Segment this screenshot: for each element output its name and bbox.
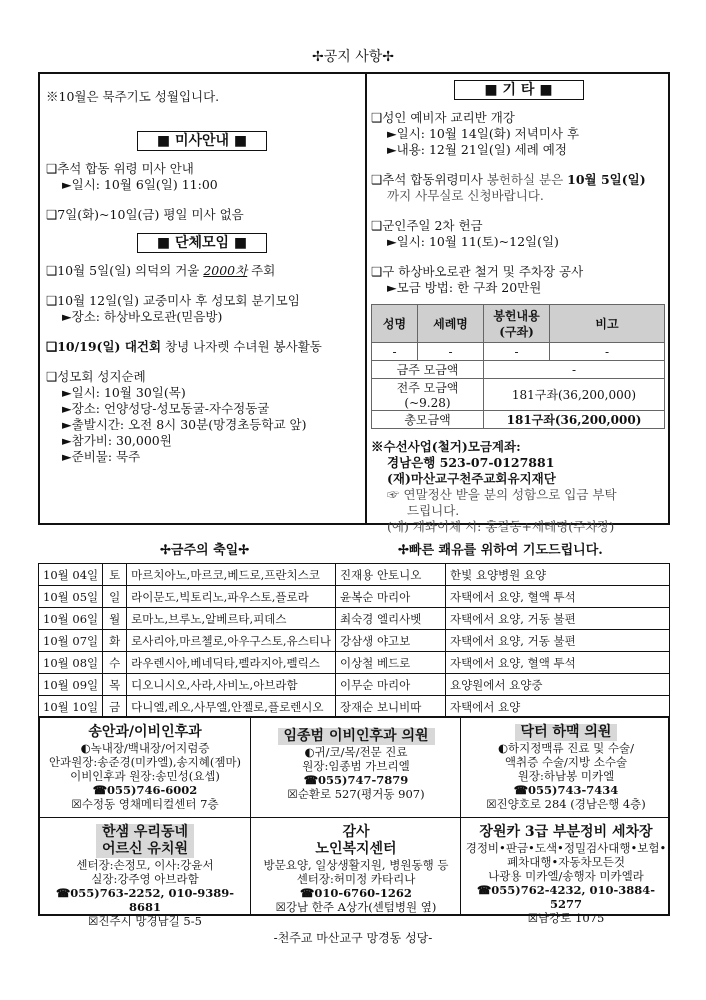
mass-section-head: ■ 미사안내 ■	[137, 131, 267, 151]
feast-cell-name: 장재순 보니비따	[335, 696, 445, 718]
ad-phone: ☎055)762-4232, 010-3884-5277	[476, 883, 656, 911]
feast-cell-date: 10월 04일	[39, 564, 103, 586]
right-column	[367, 74, 670, 541]
ad-jangwon-car	[461, 818, 671, 925]
fund-header-cell: 봉헌내용 (구좌)	[484, 305, 550, 343]
group-1-text: ❑10월 5일(일) 의덕의 거울	[46, 263, 204, 278]
feast-cell-status: 한빛 요양병원 요양	[445, 564, 669, 586]
ad-line: ◐하지정맥류 진료 및 수술/	[498, 741, 634, 755]
group-section-head: ■ 단체모임 ■	[137, 233, 267, 253]
fund-header-row	[372, 305, 665, 343]
ad-line: 실장:강주영 아브라함	[91, 872, 199, 886]
fund-total-value: 181구좌(36,200,000)	[484, 411, 665, 429]
feast-cell-saints: 로사리아,마르첼로,아우구스토,유스티나	[127, 630, 336, 652]
fund-header-cell: 세례명	[418, 305, 484, 343]
fund-total-label: 총모금액	[372, 411, 484, 429]
pilgrimage-sub: ►출발시간: 오전 8시 30분(망경초등학교 앞)	[62, 417, 307, 432]
group-item-1	[46, 263, 358, 279]
ad-name: 닥터 하맥 의원	[515, 724, 618, 741]
fund-header-cell: 비고	[550, 305, 665, 343]
ad-address: ☒강남 한주 A상가(센텀병원 옆)	[275, 900, 437, 914]
pilgrimage-sub: ►참가비: 30,000원	[62, 433, 172, 448]
feast-cell-status: 자택에서 요양, 혈액 투석	[445, 652, 669, 674]
ad-line: 액취증 수술/지방 소수술	[504, 755, 628, 769]
ad-song-eye-ent	[40, 718, 250, 817]
prayer-heading: ✢빠른 쾌유를 위하여 기도드립니다.	[398, 543, 603, 558]
ad-address: ☒진주시 망경남길 5-5	[88, 914, 202, 928]
ad-gamsa-welfare	[251, 818, 461, 917]
sponsor-ads-grid	[38, 716, 670, 928]
fund-total-row	[372, 411, 665, 429]
account-note: ☞ 연말정산 받을 분의 성함으로 입금 부탁	[387, 487, 617, 502]
fund-prev-label: 전주 모금액(~9.28)	[372, 379, 484, 411]
feast-cell-status: 요양원에서 요양중	[445, 674, 669, 696]
ad-phone: ☎055)763-2252, 010-9389-8681	[55, 886, 235, 914]
group-item-2: ❑10월 12일(일) 교중미사 후 성모회 분기모임	[46, 293, 300, 308]
feast-cell-date: 10월 10일	[39, 696, 103, 718]
ad-line: 경정비•판금•도색•정밀검사대행•보험•	[465, 841, 667, 855]
feast-cell-day: 목	[103, 674, 127, 696]
feast-cell-day: 월	[103, 608, 127, 630]
chuseok-text-2: 까지 사무실로 신청바랍니다.	[387, 188, 544, 203]
feast-cell-status: 자택에서 요양, 거동 불편	[445, 608, 669, 630]
account-bank: 경남은행 523-07-0127881	[387, 455, 555, 470]
group-item-3	[46, 339, 358, 355]
ad-line: 원장:임종범 가브리엘	[302, 759, 410, 773]
mass-item-sub: ►일시: 10월 6일(일) 11:00	[62, 177, 218, 192]
feast-row	[39, 608, 670, 630]
feast-cell-status: 자택에서 요양, 거동 불편	[445, 630, 669, 652]
intro-text: ※10월은 묵주기도 성월입니다.	[46, 89, 220, 104]
fund-cell: -	[418, 343, 484, 361]
left-column	[40, 74, 364, 480]
ad-address: ☒수정동 영채메티컬센터 7층	[71, 797, 219, 811]
pilgrimage-sub: ►장소: 언양성당-성모동굴-자수정동굴	[62, 401, 270, 416]
ad-line: 나광용 미카엘/송행자 미카엘라	[488, 869, 644, 883]
pilgrimage-sub: ►준비물: 묵주	[62, 449, 141, 464]
fund-prev-value: 181구좌(36,200,000)	[484, 379, 665, 411]
footer: -천주교 마산교구 망경동 성당-	[273, 931, 433, 945]
pilgrimage-title: ❑성모회 성지순례	[46, 369, 146, 384]
fund-week-value: -	[484, 361, 665, 379]
feast-heading: ✢금주의 축일✢	[160, 543, 250, 558]
group-3-text: 창녕 나자렛 수녀원 봉사활동	[161, 339, 322, 354]
ad-name: 임종범 이비인후과 의원	[278, 728, 435, 745]
chuseok-title: ❑추석 합동위령미사	[371, 172, 483, 187]
ad-line: ◐귀/코/목/전문 진료	[304, 745, 408, 759]
feast-cell-day: 일	[103, 586, 127, 608]
ad-line: 이비인후과 원장:송민성(요셉)	[70, 769, 220, 783]
account-title: ※수선사업(철거)모금계좌:	[371, 439, 521, 454]
feast-cell-date: 10월 06일	[39, 608, 103, 630]
feast-cell-date: 10월 09일	[39, 674, 103, 696]
ad-name-2: 노인복지센터	[315, 841, 397, 857]
misc-section-head: ■ 기 타 ■	[454, 80, 584, 100]
ad-phone: ☎055)746-6002	[92, 783, 198, 797]
feast-cell-name: 이상철 베드로	[335, 652, 445, 674]
feast-cell-day: 금	[103, 696, 127, 718]
ad-name: 감사	[342, 824, 370, 840]
notice-box	[38, 72, 670, 534]
fund-prev-row	[372, 379, 665, 411]
ad-hansaem-kindergarten	[40, 818, 250, 928]
feast-cell-name: 강삼생 야고보	[335, 630, 445, 652]
mass-item-title: ❑7일(화)~10일(금) 평일 미사 없음	[46, 207, 244, 222]
military-title: ❑군인주일 2차 헌금	[371, 218, 483, 233]
fund-cell: -	[372, 343, 418, 361]
ad-phone: ☎055)747-7879	[303, 773, 409, 787]
feast-cell-day: 토	[103, 564, 127, 586]
feast-row	[39, 564, 670, 586]
ad-lim-ent	[251, 718, 461, 817]
ad-line: 원장:하남봉 미카엘	[517, 769, 615, 783]
feast-cell-status: 자택에서 요양	[445, 696, 669, 718]
ad-address: ☒남강로 1075	[527, 911, 605, 925]
chuseok-mass	[371, 172, 666, 188]
ad-phone: ☎010-6760-1262	[300, 886, 412, 900]
group-1-suffix: 주회	[247, 263, 276, 278]
fund-header-cell: 성명	[372, 305, 418, 343]
ad-name: 송안과/이비인후과	[88, 724, 202, 740]
account-note: 드립니다.	[407, 503, 460, 518]
ad-dr-hamac	[461, 718, 671, 817]
group-item-2-sub: ►장소: 하상바오로관(믿음방)	[62, 309, 223, 324]
feast-row	[39, 652, 670, 674]
feast-row	[39, 630, 670, 652]
ad-address: ☒진양호로 284 (경남은행 4층)	[486, 797, 646, 811]
feast-cell-saints: 로마노,브루노,알베르타,피데스	[127, 608, 336, 630]
ad-line: 폐차대행•자동차모든것	[507, 855, 625, 869]
feast-table	[38, 563, 670, 718]
ad-line: ◐녹내장/백내장/어지럼증	[80, 741, 210, 755]
ad-name: 장원카 3급 부분정비 세차장	[479, 824, 653, 840]
feast-cell-name: 윤복순 마리아	[335, 586, 445, 608]
feast-cell-saints: 다니엘,레오,사무엘,안젤로,플로렌시오	[127, 696, 336, 718]
fund-row	[372, 343, 665, 361]
ad-name-2: 어르신 유치원	[96, 841, 194, 858]
ad-line: 방문요양, 일상생활지원, 병원동행 등	[263, 858, 449, 872]
ad-line: 센터장:허미정 카타리나	[296, 872, 416, 886]
chuseok-date: 10월 5일(일)	[567, 172, 646, 187]
page-title: ✢공지 사항✢	[311, 49, 394, 65]
feast-cell-name: 최숙경 엘리사벳	[335, 608, 445, 630]
feast-row	[39, 674, 670, 696]
ad-phone: ☎055)743-7434	[513, 783, 619, 797]
feast-cell-name: 이무순 마리아	[335, 674, 445, 696]
catechism-sub: ►일시: 10월 14일(화) 저녁미사 후	[387, 126, 580, 141]
ad-name: 한샘 우리동네	[96, 824, 194, 841]
fund-cell: -	[484, 343, 550, 361]
feast-cell-day: 수	[103, 652, 127, 674]
account-holder: (재)마산교구천주교회유지재단	[387, 471, 556, 486]
group-1-count: 2000차	[203, 263, 248, 278]
fund-cell: -	[550, 343, 665, 361]
fund-week-row	[372, 361, 665, 379]
feast-row	[39, 586, 670, 608]
demolition-sub: ►모금 방법: 한 구좌 20만원	[387, 280, 542, 295]
feast-cell-status: 자택에서 요양, 혈액 투석	[445, 586, 669, 608]
feast-cell-day: 화	[103, 630, 127, 652]
ad-address: ☒순환로 527(평거동 907)	[287, 787, 425, 801]
feast-cell-date: 10월 07일	[39, 630, 103, 652]
feast-row	[39, 696, 670, 718]
feast-cell-saints: 라이문도,빅토리노,파우스토,플로라	[127, 586, 336, 608]
feast-cell-name: 진재용 안토니오	[335, 564, 445, 586]
fund-week-label: 금주 모금액	[372, 361, 484, 379]
ad-line: 안과원장:송준경(미카엘),송지혜(젬마)	[48, 755, 242, 769]
group-3-date: ❑10/19(일) 대건회	[46, 339, 162, 354]
chuseok-text: 봉헌하실 분은	[482, 172, 568, 187]
feast-cell-saints: 라우렌시아,베네딕타,펠라지아,펠릭스	[127, 652, 336, 674]
pilgrimage-sub: ►일시: 10월 30일(목)	[62, 385, 186, 400]
military-sub: ►일시: 10월 11(토)~12일(일)	[387, 234, 559, 249]
feast-cell-saints: 디오니시오,사라,사비노,아브라함	[127, 674, 336, 696]
mass-item-title: ❑추석 합동 위령 미사 안내	[46, 161, 194, 176]
ad-line: 센터장:손정모, 이사:강윤서	[76, 858, 214, 872]
catechism-title: ❑성인 예비자 교리반 개강	[371, 110, 515, 125]
feast-cell-date: 10월 05일	[39, 586, 103, 608]
catechism-sub: ►내용: 12월 21일(일) 세례 예정	[387, 142, 567, 157]
feast-cell-date: 10월 08일	[39, 652, 103, 674]
feast-cell-saints: 마르치아노,마르코,베드로,프란치스코	[127, 564, 336, 586]
fund-table	[371, 304, 665, 429]
demolition-title: ❑구 하상바오로관 철거 및 주차장 공사	[371, 264, 584, 279]
account-note: (예) 계좌이체 시: 홍길동+세례명(주차장)	[387, 519, 615, 534]
